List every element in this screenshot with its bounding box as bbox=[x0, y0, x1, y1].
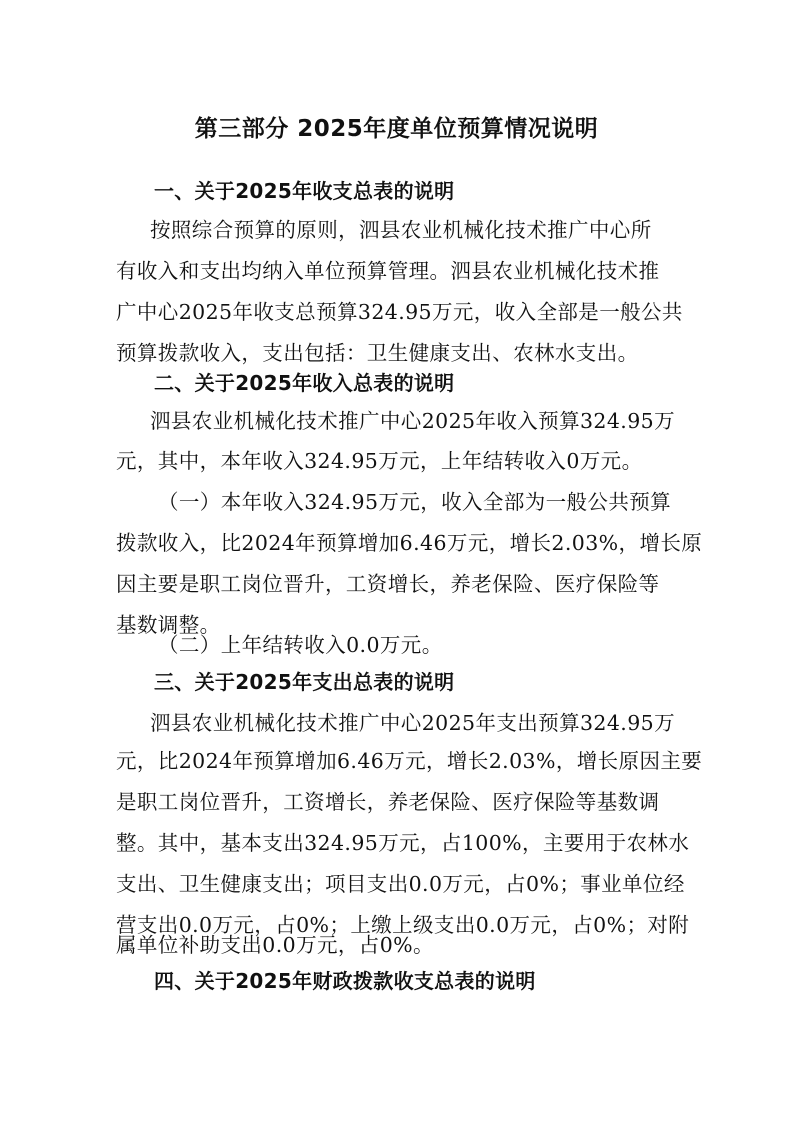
section-heading-1: 一、关于2025年收支总表的说明 bbox=[154, 179, 455, 203]
paragraph-line: 按照综合预算的原则，泗县农业机械化技术推广中心所 bbox=[150, 218, 652, 242]
paragraph-line: （一）本年收入324.95万元，收入全部为一般公共预算 bbox=[158, 490, 672, 514]
paragraph-line: 整。其中，基本支出324.95万元，占100%，主要用于农林水 bbox=[116, 831, 690, 855]
paragraph-line: 泗县农业机械化技术推广中心2025年收入预算324.95万 bbox=[150, 409, 675, 433]
paragraph-line: 预算拨款收入，支出包括：卫生健康支出、农林水支出。 bbox=[116, 341, 639, 365]
paragraph-line: 是职工岗位晋升，工资增长，养老保险、医疗保险等基数调 bbox=[116, 790, 660, 814]
paragraph-line: 元，其中，本年收入324.95万元，上年结转收入0万元。 bbox=[116, 449, 643, 473]
paragraph-line: 属单位补助支出0.0万元，占0%。 bbox=[116, 933, 434, 957]
section-heading-2: 二、关于2025年收入总表的说明 bbox=[154, 371, 455, 395]
paragraph-line: 营支出0.0万元，占0%；上缴上级支出0.0万元，占0%；对附 bbox=[116, 913, 690, 937]
paragraph-line: 基数调整。 bbox=[116, 613, 221, 637]
paragraph-line: 支出、卫生健康支出；项目支出0.0万元，占0%；事业单位经 bbox=[116, 872, 685, 896]
paragraph-line: 元，比2024年预算增加6.46万元，增长2.03%，增长原因主要 bbox=[116, 749, 703, 773]
paragraph-line: 拨款收入，比2024年预算增加6.46万元，增长2.03%，增长原 bbox=[116, 531, 703, 555]
section-heading-3: 三、关于2025年支出总表的说明 bbox=[154, 670, 455, 694]
paragraph-line: 因主要是职工岗位晋升，工资增长，养老保险、医疗保险等 bbox=[116, 572, 660, 596]
paragraph-line: 广中心2025年收支总预算324.95万元，收入全部是一般公共 bbox=[116, 300, 683, 324]
paragraph-line: 有收入和支出均纳入单位预算管理。泗县农业机械化技术推 bbox=[116, 259, 660, 283]
paragraph-line: （二）上年结转收入0.0万元。 bbox=[158, 633, 443, 657]
section-heading-4: 四、关于2025年财政拨款收支总表的说明 bbox=[154, 969, 536, 993]
paragraph-line: 泗县农业机械化技术推广中心2025年支出预算324.95万 bbox=[150, 711, 675, 735]
page-title: 第三部分 2025年度单位预算情况说明 bbox=[194, 116, 599, 142]
